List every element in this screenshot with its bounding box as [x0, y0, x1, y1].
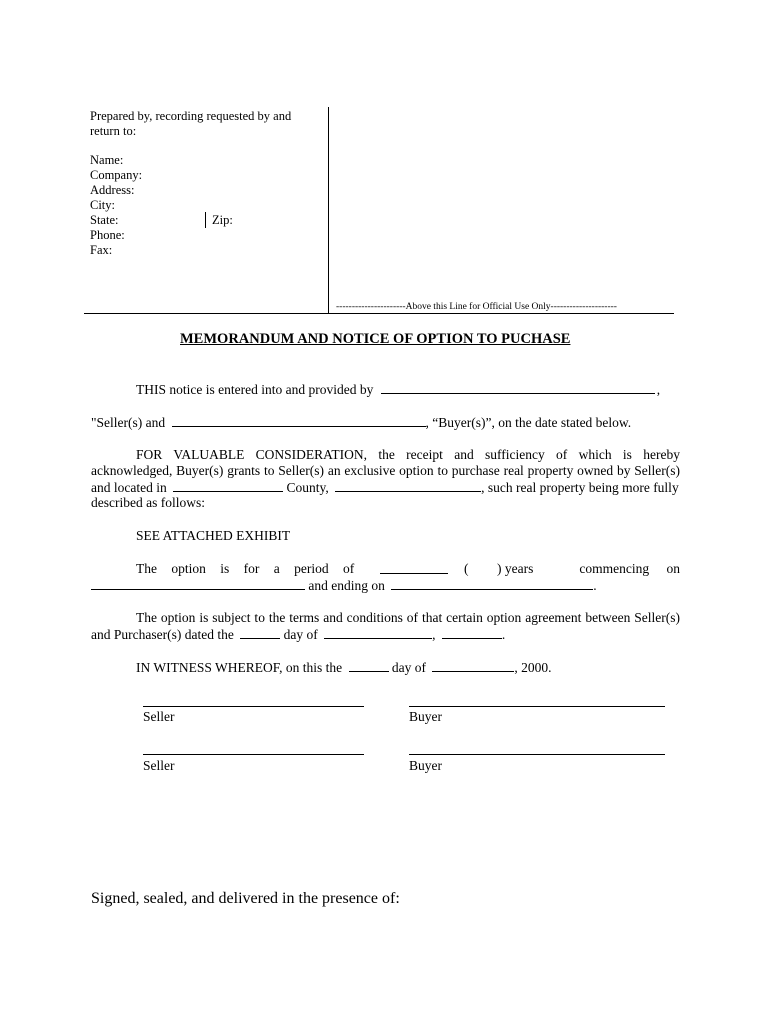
prepared-by-line1: Prepared by, recording requested by and — [90, 109, 292, 123]
agreement-month-blank[interactable] — [324, 626, 432, 639]
agreement-year-blank[interactable] — [442, 626, 502, 639]
period-blank[interactable] — [380, 561, 448, 574]
commencing-date-blank[interactable] — [91, 577, 305, 590]
buyer-signature-line-2[interactable] — [409, 754, 665, 755]
property-described-text: , such real property being more fully — [481, 480, 679, 495]
commencing-on-text: commencing on — [579, 561, 680, 576]
paragraph-2-line-2: acknowledged, Buyer(s) grants to Seller(s) an exclusive option to purchase real property owned by Seller(s) — [91, 463, 680, 478]
paragraph-4-line-2 — [91, 626, 505, 643]
county-text: County, — [286, 480, 329, 495]
notice-provided-by-text: THIS notice is entered into and provided by — [136, 382, 374, 397]
years-text: ) years — [497, 561, 534, 576]
field-phone: Phone: — [90, 228, 125, 242]
buyer-label-1: Buyer — [409, 709, 442, 724]
paragraph-2-line-4: described as follows: — [91, 495, 205, 510]
open-paren: ( — [464, 561, 469, 576]
witness-line — [136, 659, 552, 676]
paragraph-1-line-1 — [136, 381, 681, 398]
zip-divider — [205, 212, 206, 228]
header-vertical-divider — [328, 107, 329, 313]
prepared-by-line2: return to: — [90, 124, 137, 138]
field-city: City: — [90, 198, 116, 212]
located-in-text: and located in — [91, 480, 167, 495]
witness-month-blank[interactable] — [432, 659, 514, 672]
document-title: MEMORANDUM AND NOTICE OF OPTION TO PUCHASE — [180, 331, 571, 347]
signed-sealed-delivered: Signed, sealed, and delivered in the presence of: — [91, 890, 400, 907]
exhibit-reference: SEE ATTACHED EXHIBIT — [136, 528, 291, 543]
field-address: Address: — [90, 183, 135, 197]
ending-on-text: and ending on — [308, 578, 385, 593]
field-fax: Fax: — [90, 243, 113, 257]
agreement-period: . — [501, 627, 506, 642]
ending-period: . — [593, 578, 597, 593]
buyer-name-blank[interactable] — [172, 414, 426, 427]
witness-text: IN WITNESS WHEREOF, on this the — [136, 660, 343, 675]
location-blank[interactable] — [173, 479, 283, 492]
seller-label-1: Seller — [143, 709, 175, 724]
witness-year-text: , 2000. — [514, 660, 552, 675]
prepared-by-block — [90, 109, 320, 258]
dated-the-text: and Purchaser(s) dated the — [91, 627, 234, 642]
field-company: Company: — [90, 168, 143, 182]
ending-date-blank[interactable] — [391, 577, 593, 590]
option-period-text: The option is for a period of — [136, 561, 355, 576]
buyer-signature-line-1[interactable] — [409, 706, 665, 707]
paragraph-3-line-2 — [91, 577, 597, 594]
seller-signature-line-1[interactable] — [143, 706, 364, 707]
witness-day-of-text: day of — [391, 660, 427, 675]
field-name: Name: — [90, 153, 124, 167]
paragraph-2-line-1: FOR VALUABLE CONSIDERATION, the receipt and sufficiency of which is hereby — [136, 447, 680, 462]
provider-comma: , — [656, 382, 661, 397]
seller-label-2: Seller — [143, 758, 175, 773]
paragraph-1-line-2 — [91, 414, 631, 431]
buyer-label-2: Buyer — [409, 758, 442, 773]
agreement-comma: , — [432, 627, 436, 642]
buyer-date-text: , “Buyer(s)”, on the date stated below. — [425, 415, 632, 430]
header-horizontal-rule — [84, 313, 674, 314]
field-state: State: — [90, 213, 119, 227]
seller-signature-line-2[interactable] — [143, 754, 364, 755]
paragraph-2-line-3 — [91, 479, 679, 496]
field-zip: Zip: — [212, 213, 233, 227]
provider-blank[interactable] — [381, 381, 655, 394]
seller-and-text: "Seller(s) and — [91, 415, 166, 430]
county-blank[interactable] — [335, 479, 481, 492]
official-use-line: ----------------------Above this Line for Official Use Only--------------------- — [336, 302, 617, 312]
witness-day-blank[interactable] — [349, 659, 389, 672]
paragraph-4-line-1: The option is subject to the terms and conditions of that certain option agreement between Seller(s) — [136, 610, 680, 625]
agreement-day-blank[interactable] — [240, 626, 280, 639]
agreement-day-of-text: day of — [283, 627, 318, 642]
